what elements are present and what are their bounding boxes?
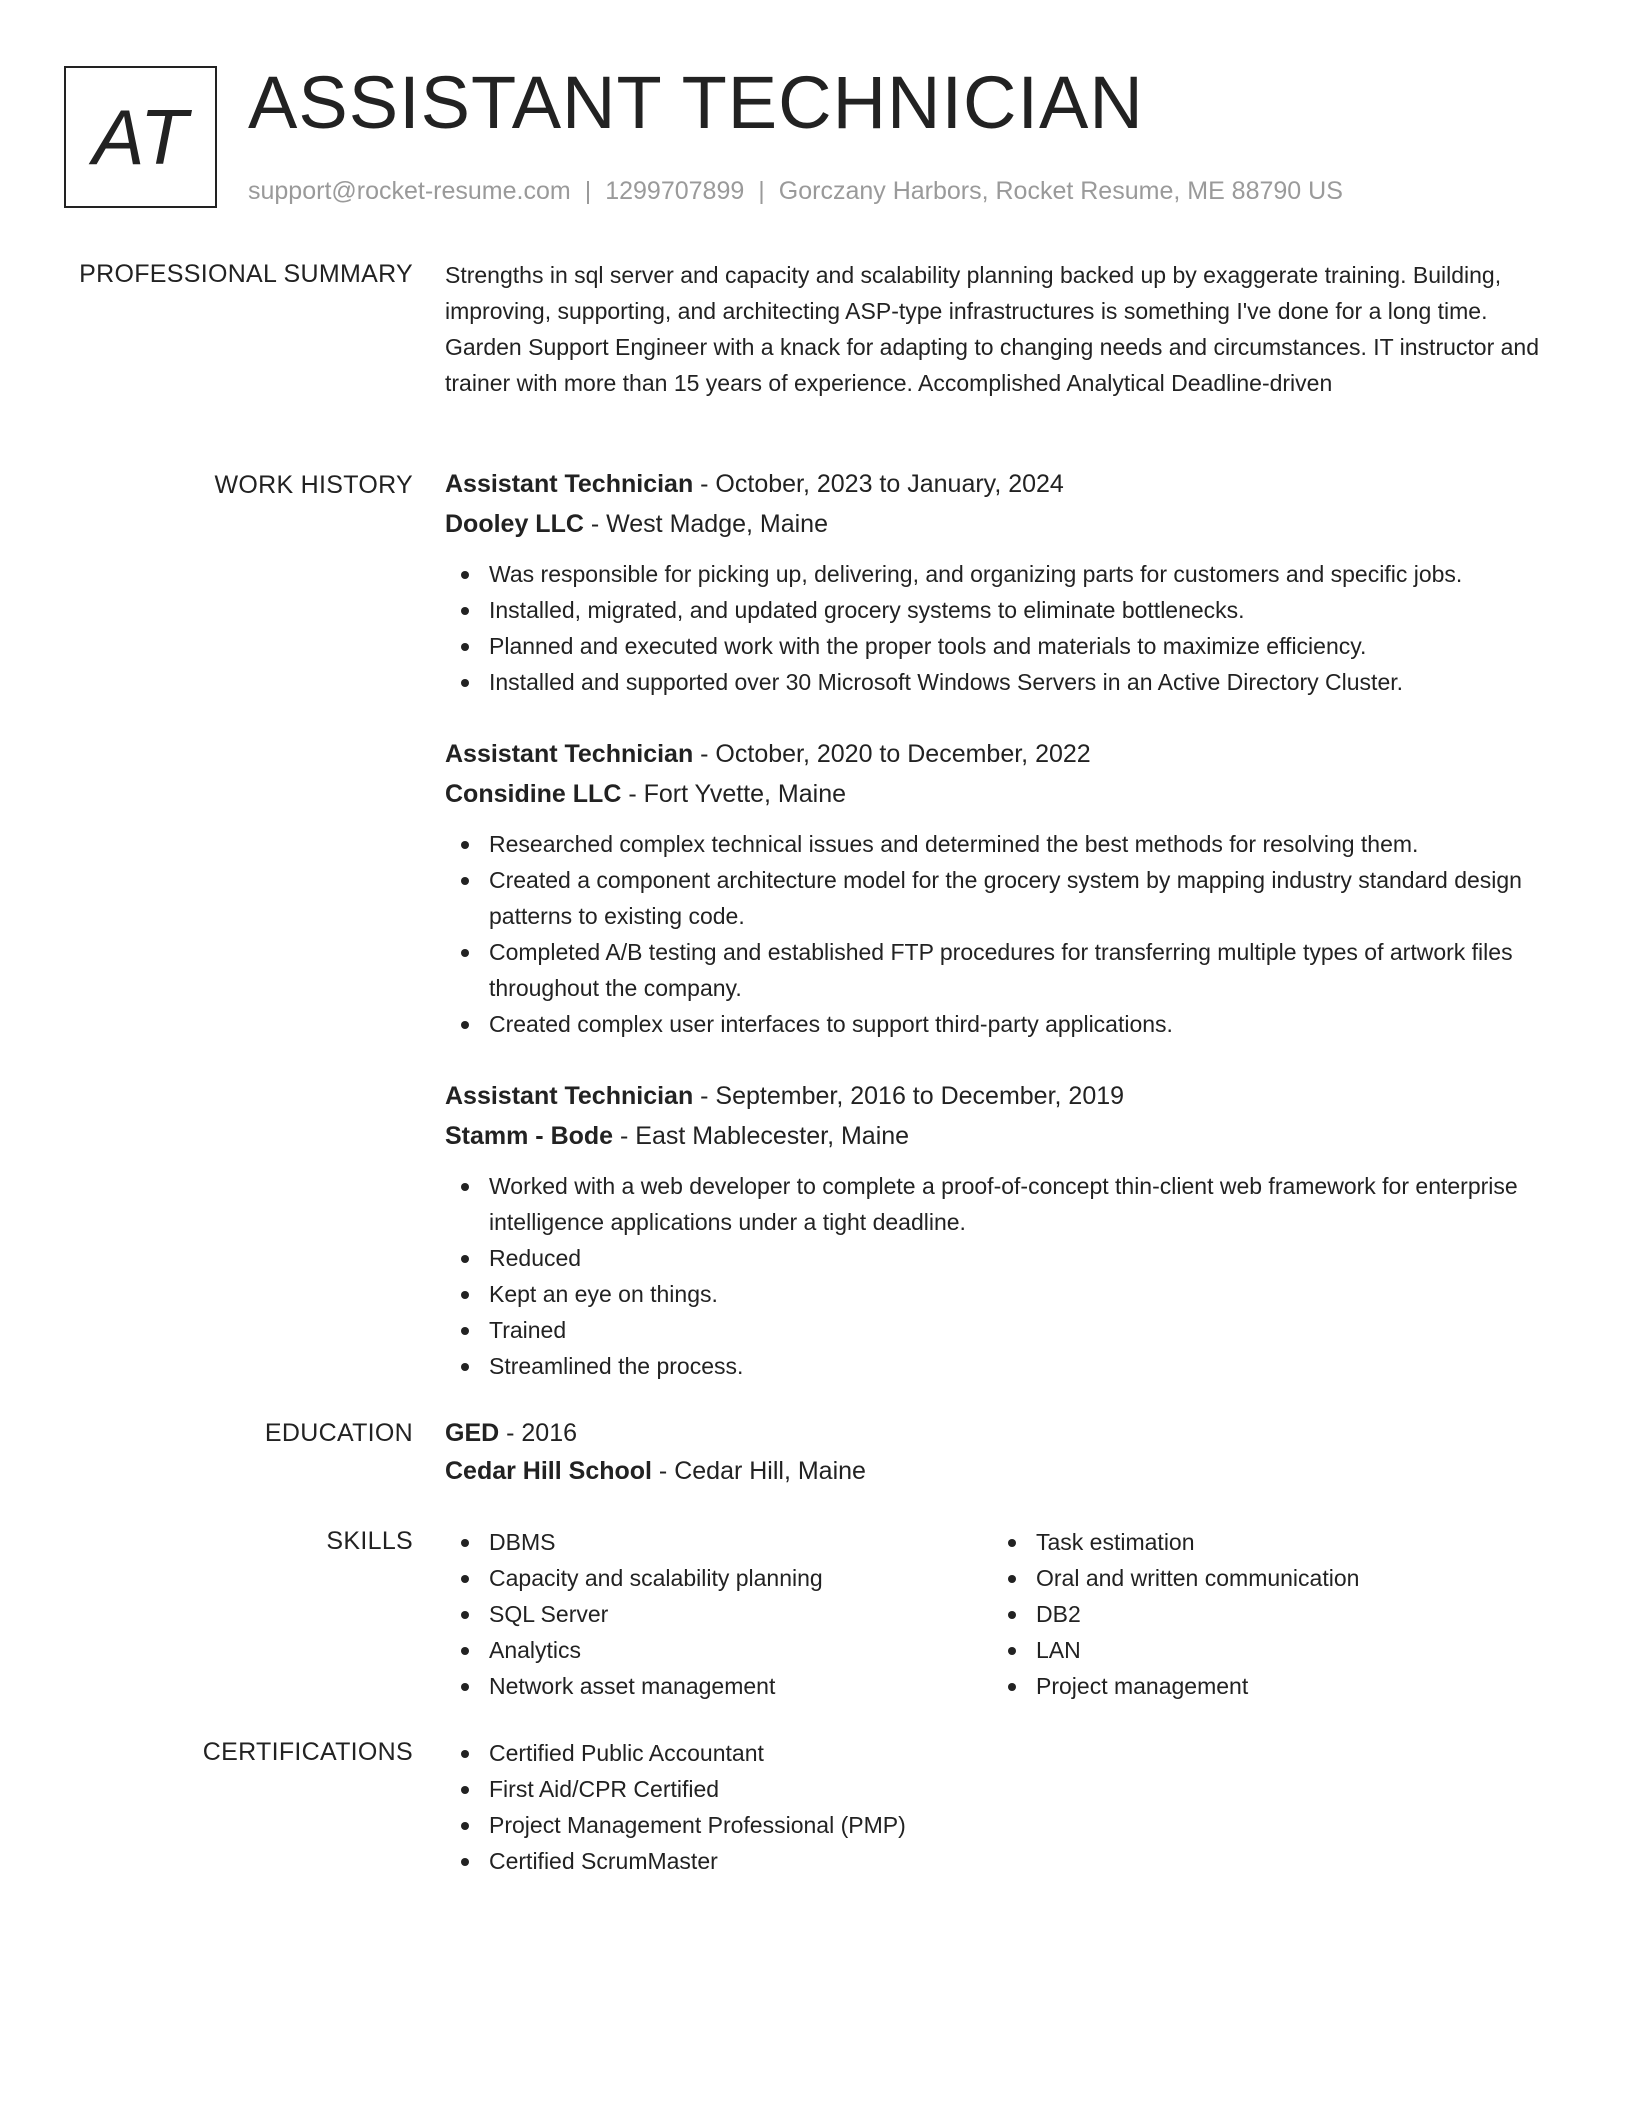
list-item: Was responsible for picking up, delivering, and organizing parts for customers and specific jobs. [445,556,1555,592]
job-location: - East Mablecester, Maine [613,1122,910,1150]
list-item: Certified ScrumMaster [445,1843,1555,1879]
list-item: Planned and executed work with the proper tools and materials to maximize efficiency. [445,628,1555,664]
certifications-list [445,1735,1555,1879]
job-bullets [445,556,1555,700]
list-item: SQL Server [445,1596,992,1632]
list-item: Researched complex technical issues and determined the best methods for resolving them. [445,826,1555,862]
list-item: Installed, migrated, and updated grocery systems to eliminate bottlenecks. [445,592,1555,628]
job-title: Assistant Technician [445,470,694,498]
job-title-line [445,734,1555,774]
job-company: Considine LLC [445,780,622,808]
skills-list-left [445,1524,992,1704]
job-title-line [445,464,1555,504]
job-entry [445,1076,1555,1384]
school-name: Cedar Hill School [445,1457,652,1485]
school-line [445,1451,1555,1491]
list-item: LAN [992,1632,1492,1668]
job-entry [445,734,1555,1042]
job-bullets [445,826,1555,1042]
job-company-line [445,774,1555,814]
list-item: Installed and supported over 30 Microsoft Windows Servers in an Active Directory Cluster. [445,664,1555,700]
list-item: Completed A/B testing and established FTP procedures for transferring multiple types of artwork files throughout the company. [445,934,1555,1006]
list-item: Certified Public Accountant [445,1735,1555,1771]
job-title-line [445,1076,1555,1116]
list-item: Streamlined the process. [445,1348,1555,1384]
list-item: Oral and written communication [992,1560,1492,1596]
section-heading-certifications: CERTIFICATIONS [202,1738,413,1766]
job-company-line [445,504,1555,544]
contact-separator: | [758,177,765,205]
job-company: Stamm - Bode [445,1122,614,1150]
list-item: Task estimation [992,1524,1492,1560]
list-item: Created a component architecture model for the grocery system by mapping industry standard design patterns to existing code. [445,862,1555,934]
skills-list-right [992,1524,1492,1704]
job-dates: - October, 2023 to January, 2024 [693,470,1064,498]
contact-phone[interactable]: 1299707899 [605,177,745,205]
section-heading-work-history: WORK HISTORY [214,471,413,499]
contact-email[interactable]: support@rocket-resume.com [248,177,571,205]
school-location: - Cedar Hill, Maine [651,1457,866,1485]
job-entry [445,464,1555,700]
job-title: Assistant Technician [445,1082,694,1110]
job-bullets [445,1168,1555,1384]
monogram-logo: AT [64,66,217,208]
list-item: Network asset management [445,1668,992,1704]
job-location: - Fort Yvette, Maine [621,780,847,808]
resume-title: ASSISTANT TECHNICIAN [248,61,1144,144]
summary-text: Strengths in sql server and capacity and scalability planning backed up by exaggerate training. Building, improving, supporting, and architecting ASP-type infrastructures is something I've done for a long time. Garden Support Engineer with a knack for adapting to changing needs and circumstances. IT instructor and trainer with more than 15 years of experience. Accomplished Analytical Deadline-driven [445,262,1539,396]
list-item: Reduced [445,1240,1555,1276]
job-company-line [445,1116,1555,1156]
list-item: Analytics [445,1632,992,1668]
list-item: DB2 [992,1596,1492,1632]
section-heading-education: EDUCATION [264,1419,413,1447]
contact-separator: | [584,177,592,205]
job-dates: - October, 2020 to December, 2022 [693,740,1091,768]
list-item: Created complex user interfaces to support third-party applications. [445,1006,1555,1042]
degree: GED [445,1419,500,1447]
list-item: DBMS [445,1524,992,1560]
contact-line [248,174,1343,208]
job-company: Dooley LLC [445,510,584,538]
list-item: Worked with a web developer to complete a proof-of-concept thin-client web framework for enterprise intelligence applications under a tight deadline. [445,1168,1555,1240]
job-dates: - September, 2016 to December, 2019 [693,1082,1125,1110]
section-heading-skills: SKILLS [326,1527,413,1555]
job-location: - West Madge, Maine [583,510,828,538]
section-heading-summary: PROFESSIONAL SUMMARY [79,260,413,288]
degree-line [445,1413,1555,1453]
list-item: Kept an eye on things. [445,1276,1555,1312]
job-title: Assistant Technician [445,740,694,768]
list-item: First Aid/CPR Certified [445,1771,1555,1807]
list-item: Project management [992,1668,1492,1704]
list-item: Trained [445,1312,1555,1348]
list-item: Capacity and scalability planning [445,1560,992,1596]
list-item: Project Management Professional (PMP) [445,1807,1555,1843]
degree-year: - 2016 [499,1419,578,1447]
contact-address: Gorczany Harbors, Rocket Resume, ME 88790 US [778,177,1343,205]
